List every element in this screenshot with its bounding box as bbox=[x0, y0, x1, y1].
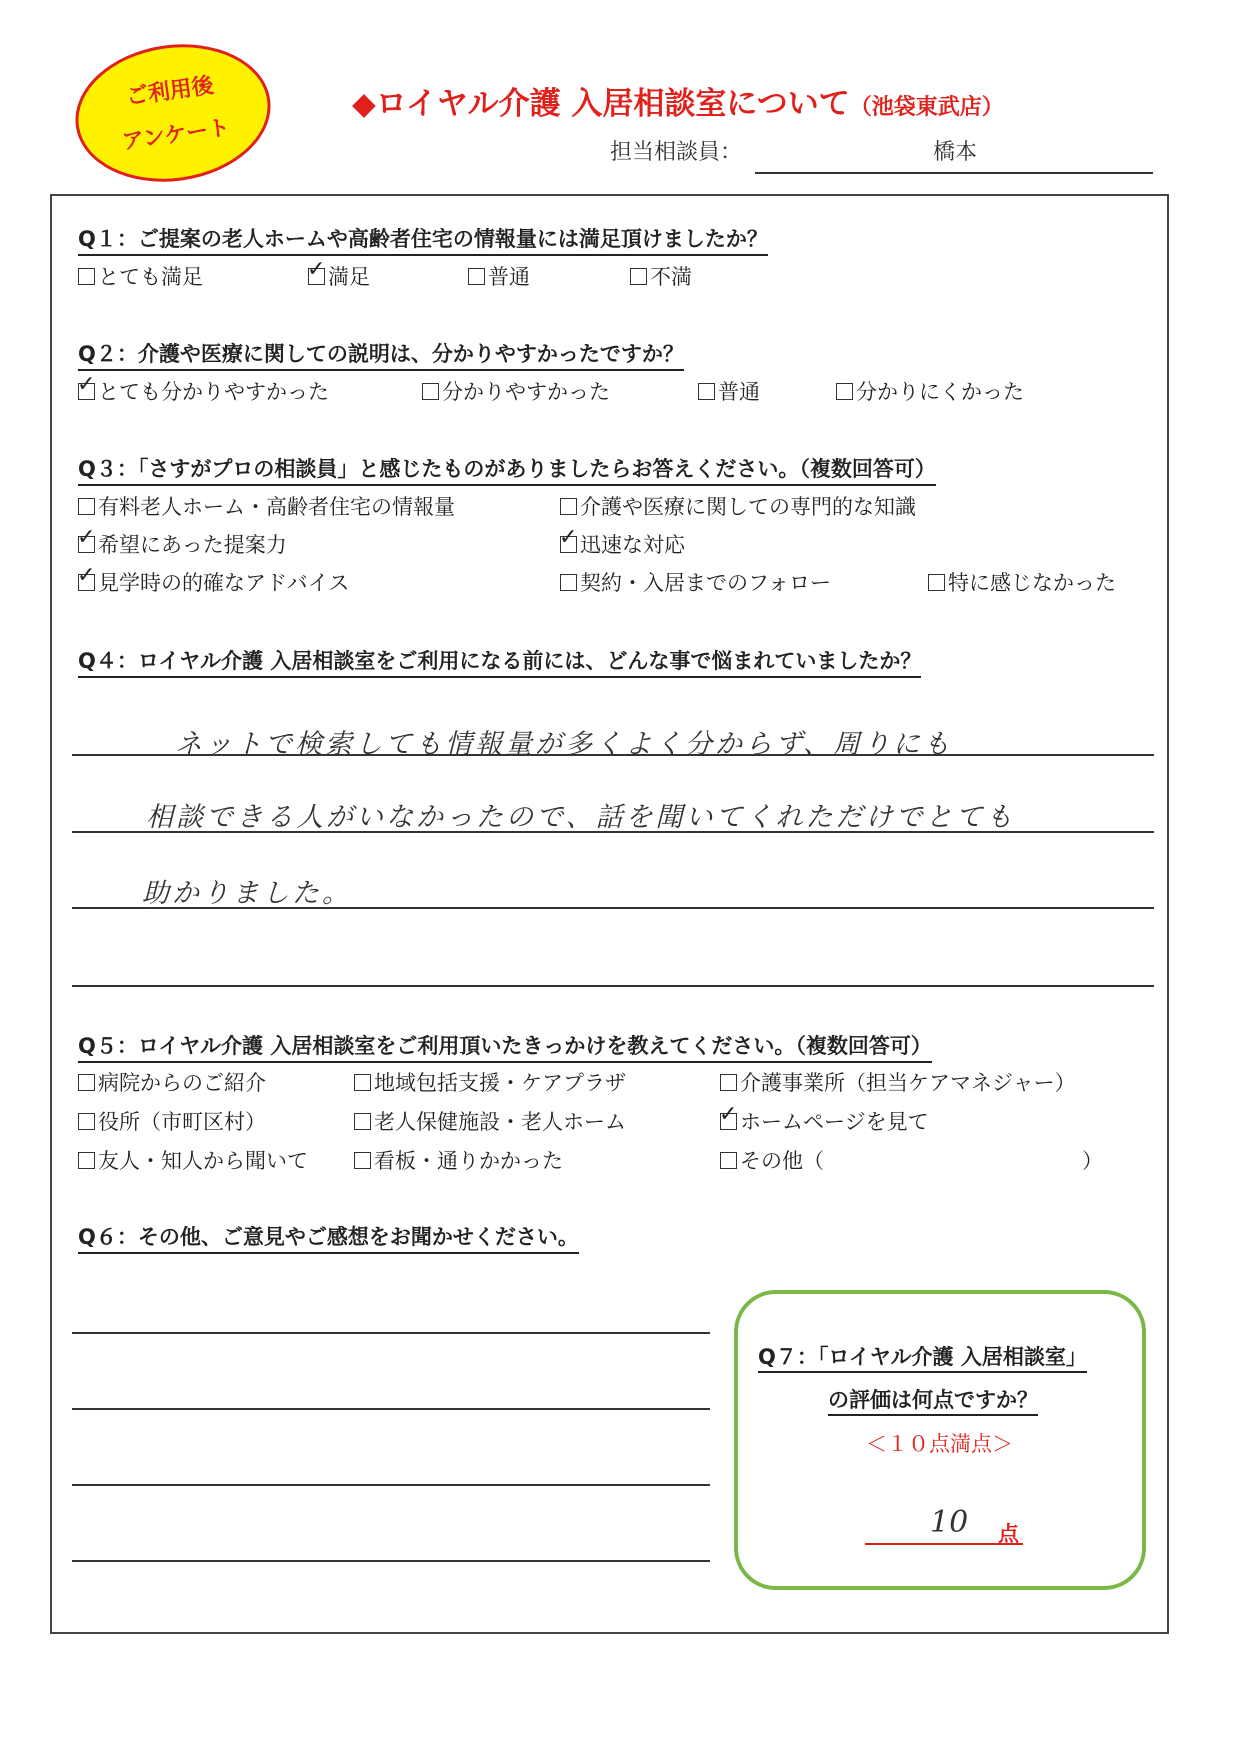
q4-answer-line-3: 助かりました。 bbox=[142, 878, 352, 909]
staff-underline bbox=[755, 172, 1153, 174]
q2-option-1[interactable]: ✓ とても分かりやすかった bbox=[77, 372, 329, 404]
q3-option-5[interactable]: ✓ 見学時の的確なアドバイス bbox=[77, 563, 350, 595]
checkbox-checked[interactable] bbox=[307, 257, 326, 285]
q1-option-1[interactable]: とても満足 bbox=[78, 261, 203, 291]
staff-name: 橋本 bbox=[932, 140, 977, 165]
check-mark-icon: ✓ bbox=[77, 563, 96, 588]
checkbox[interactable] bbox=[560, 574, 577, 591]
check-mark-icon: ✓ bbox=[77, 372, 96, 397]
q7-max-score: ＜１０点満点＞ bbox=[866, 1432, 1013, 1456]
q4-rule-2 bbox=[72, 831, 1154, 833]
q5-option-7[interactable]: 友人・知人から聞いて bbox=[78, 1145, 308, 1175]
q7-score-unit: 点 bbox=[998, 1522, 1019, 1546]
check-mark-icon: ✓ bbox=[77, 525, 96, 550]
q2-option-2[interactable]: 分かりやすかった bbox=[422, 376, 610, 406]
q4-rule-4 bbox=[72, 985, 1154, 987]
q5-option-4[interactable]: 役所（市町区村） bbox=[78, 1106, 266, 1136]
q5-question: Q５：ロイヤル介護 入居相談室をご利用頂いたきっかけを教えてください。（複数回答可） bbox=[78, 1030, 932, 1063]
q1-option-4[interactable]: 不満 bbox=[630, 261, 692, 291]
checkbox[interactable] bbox=[78, 268, 95, 285]
q6-rule-2 bbox=[72, 1408, 710, 1410]
checkbox[interactable] bbox=[928, 574, 945, 591]
checkbox-checked[interactable] bbox=[559, 525, 578, 553]
checkbox[interactable] bbox=[698, 383, 715, 400]
q7-question-line2: の評価は何点ですか？ bbox=[828, 1384, 1038, 1416]
checkbox[interactable] bbox=[468, 268, 485, 285]
q6-rule-1 bbox=[72, 1332, 710, 1334]
checkbox[interactable] bbox=[354, 1152, 371, 1169]
q5-option-3[interactable]: 介護事業所（担当ケアマネジャー） bbox=[720, 1067, 1076, 1097]
check-mark-icon: ✓ bbox=[307, 257, 326, 282]
q3-option-6[interactable]: 契約・入居までのフォロー bbox=[560, 567, 831, 597]
checkbox-checked[interactable] bbox=[719, 1102, 738, 1130]
title-main: ◆ロイヤル介護 入居相談室について bbox=[352, 86, 850, 122]
checkbox[interactable] bbox=[836, 383, 853, 400]
badge-line1: ご利用後 bbox=[124, 73, 216, 111]
checkbox[interactable] bbox=[560, 498, 577, 515]
q5-option-9[interactable]: その他（ bbox=[720, 1145, 824, 1175]
q5-option-2[interactable]: 地域包括支援・ケアプラザ bbox=[354, 1067, 626, 1097]
page-title bbox=[352, 78, 1004, 123]
q5-option-6[interactable]: ✓ ホームページを見て bbox=[719, 1102, 929, 1134]
q7-score-value: 10 bbox=[930, 1505, 969, 1540]
q4-rule-3 bbox=[72, 907, 1154, 909]
checkbox[interactable] bbox=[78, 1152, 95, 1169]
checkbox[interactable] bbox=[78, 498, 95, 515]
q3-option-3[interactable]: ✓ 希望にあった提案力 bbox=[77, 525, 287, 557]
q6-rule-3 bbox=[72, 1484, 710, 1486]
q5-option-5[interactable]: 老人保健施設・老人ホーム bbox=[354, 1106, 626, 1136]
checkbox-checked[interactable] bbox=[77, 372, 96, 400]
checkbox-checked[interactable] bbox=[77, 563, 96, 591]
checkbox[interactable] bbox=[354, 1113, 371, 1130]
checkbox[interactable] bbox=[354, 1074, 371, 1091]
check-mark-icon: ✓ bbox=[719, 1102, 738, 1127]
badge-line2: アンケート bbox=[120, 115, 232, 156]
q6-question: Q６：その他、ご意見やご感想をお聞かせください。 bbox=[78, 1221, 579, 1254]
q1-option-3[interactable]: 普通 bbox=[468, 261, 530, 291]
checkbox-checked[interactable] bbox=[77, 525, 96, 553]
checkbox[interactable] bbox=[78, 1074, 95, 1091]
checkbox[interactable] bbox=[78, 1113, 95, 1130]
q4-answer-line-1: ネットで検索しても情報量が多くよく分からず、周りにも bbox=[175, 729, 953, 760]
q6-rule-4 bbox=[72, 1560, 710, 1562]
checkbox[interactable] bbox=[720, 1074, 737, 1091]
q4-question: Q４：ロイヤル介護 入居相談室をご利用になる前には、どんな事で悩まれていましたか？ bbox=[78, 645, 921, 678]
q3-option-1[interactable]: 有料老人ホーム・高齢者住宅の情報量 bbox=[78, 491, 455, 521]
q3-option-7[interactable]: 特に感じなかった bbox=[928, 567, 1116, 597]
q2-question: Q２：介護や医療に関しての説明は、分かりやすかったですか？ bbox=[78, 338, 684, 371]
q2-option-3[interactable]: 普通 bbox=[698, 376, 760, 406]
q1-question: Q１：ご提案の老人ホームや高齢者住宅の情報量には満足頂けましたか？ bbox=[78, 223, 768, 256]
q2-option-4[interactable]: 分かりにくかった bbox=[836, 376, 1024, 406]
q4-rule-1 bbox=[72, 754, 1154, 756]
checkbox[interactable] bbox=[720, 1152, 737, 1169]
q4-answer-line-2: 相談できる人がいなかったので、話を聞いてくれただけでとても bbox=[146, 802, 1016, 833]
q7-score-underline bbox=[865, 1543, 1023, 1545]
staff-label: 担当相談員： bbox=[610, 140, 743, 165]
q5-option-1[interactable]: 病院からのご紹介 bbox=[78, 1067, 266, 1097]
check-mark-icon: ✓ bbox=[559, 525, 578, 550]
checkbox[interactable] bbox=[630, 268, 647, 285]
q5-other-close: ） bbox=[1082, 1149, 1103, 1173]
survey-badge bbox=[66, 32, 279, 194]
title-store: （池袋東武店） bbox=[849, 95, 1004, 120]
q5-option-8[interactable]: 看板・通りかかった bbox=[354, 1145, 563, 1175]
q1-option-2[interactable]: ✓ 満足 bbox=[307, 257, 370, 289]
checkbox[interactable] bbox=[422, 383, 439, 400]
q3-option-4[interactable]: ✓ 迅速な対応 bbox=[559, 525, 685, 557]
q7-question-line1: Q７：「ロイヤル介護 入居相談室」 bbox=[758, 1341, 1087, 1373]
q3-option-2[interactable]: 介護や医療に関しての専門的な知識 bbox=[560, 491, 916, 521]
q3-question: Q３：「さすがプロの相談員」と感じたものがありましたらお答えください。（複数回答可） bbox=[78, 453, 936, 486]
